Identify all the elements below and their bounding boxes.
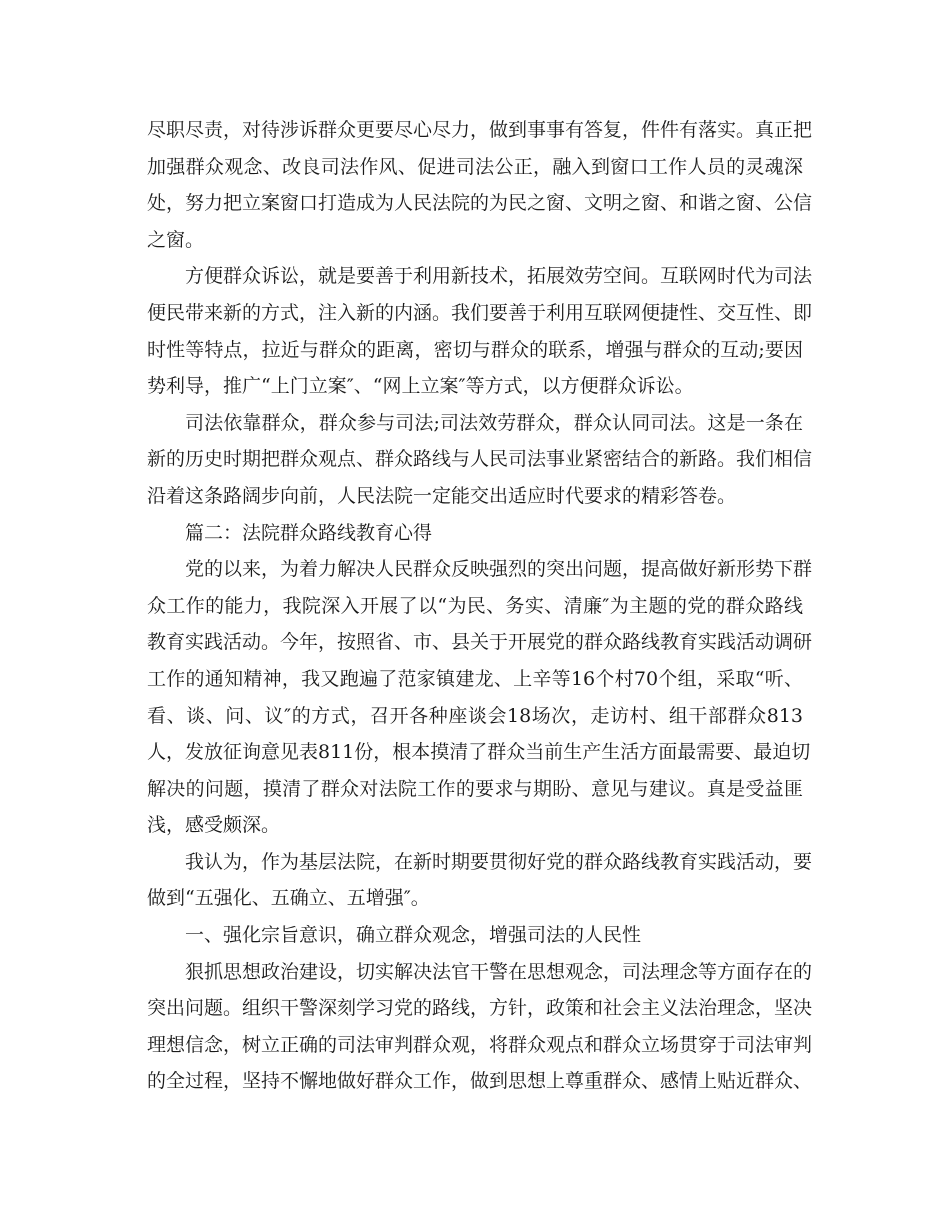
text-line: 工作的通知精神，我又跑遍了范家镇建龙、上辛等16个村70个组，采取“听、	[147, 667, 803, 690]
text-line: 理想信念，树立正确的司法审判群众观，将群众观点和群众立场贯穿于司法审判	[147, 1033, 813, 1056]
text-line: 便民带来新的方式，注入新的内涵。我们要善于利用互联网便捷性、交互性、即	[147, 301, 813, 324]
text-line: 新的历史时期把群众观点、群众路线与人民司法事业紧密结合的新路。我们相信	[147, 448, 813, 471]
text-line: 司法依靠群众，群众参与司法;司法效劳群众，群众认同司法。这是一条在	[185, 411, 803, 434]
document-body	[147, 112, 813, 1100]
text-line: 势利导，推广“上门立案″、“网上立案″等方式，以方便群众诉讼。	[147, 375, 694, 398]
text-line: 的全过程，坚持不懈地做好群众工作，做到思想上尊重群众、感情上贴近群众、	[147, 1070, 813, 1093]
text-line: 众工作的能力，我院深入开展了以“为民、务实、清廉″为主题的党的群众路线	[147, 594, 803, 617]
text-line: 篇二：法院群众路线教育心得	[185, 521, 433, 544]
text-line: 做到“五强化、五确立、五增强″。	[147, 887, 430, 910]
text-line: 人，发放征询意见表811份，根本摸清了群众当前生产生活方面最需要、最迫切	[147, 741, 811, 764]
text-line: 沿着这条路阔步向前，人民法院一定能交出适应时代要求的精彩答卷。	[147, 484, 737, 507]
text-line: 方便群众诉讼，就是要善于利用新技术，拓展效劳空间。互联网时代为司法	[185, 265, 813, 288]
text-line: 解决的问题，摸清了群众对法院工作的要求与期盼、意见与建议。真是受益匪	[147, 777, 803, 800]
text-line: 时性等特点，拉近与群众的距离，密切与群众的联系，增强与群众的互动;要因	[147, 338, 803, 361]
text-line: 我认为，作为基层法院，在新时期要贯彻好党的群众路线教育实践活动，要	[185, 850, 813, 873]
text-line: 加强群众观念、改良司法作风、促进司法公正，融入到窗口工作人员的灵魂深	[147, 155, 803, 178]
text-line: 教育实践活动。今年，按照省、市、县关于开展党的群众路线教育实践活动调研	[147, 631, 813, 654]
text-line: 尽职尽责，对待涉诉群众更要尽心尽力，做到事事有答复，件件有落实。真正把	[147, 119, 813, 141]
text-line: 看、谈、问、议″的方式，召开各种座谈会18场次，走访村、组干部群众813	[147, 704, 803, 727]
text-line: 处，努力把立案窗口打造成为人民法院的为民之窗、文明之窗、和谐之窗、公信	[147, 192, 813, 215]
text-line: 一、强化宗旨意识，确立群众观念，增强司法的人民性	[185, 924, 642, 947]
text-line: 浅，感受颇深。	[147, 814, 281, 837]
text-line: 党的以来，为着力解决人民群众反映强烈的突出问题，提高做好新形势下群	[185, 558, 813, 581]
text-line: 之窗。	[147, 228, 205, 251]
text-line: 狠抓思想政治建设，切实解决法官干警在思想观念，司法理念等方面存在的	[185, 960, 813, 983]
text-line: 突出问题。组织干警深刻学习党的路线，方针，政策和社会主义法治理念，坚决	[147, 997, 813, 1020]
